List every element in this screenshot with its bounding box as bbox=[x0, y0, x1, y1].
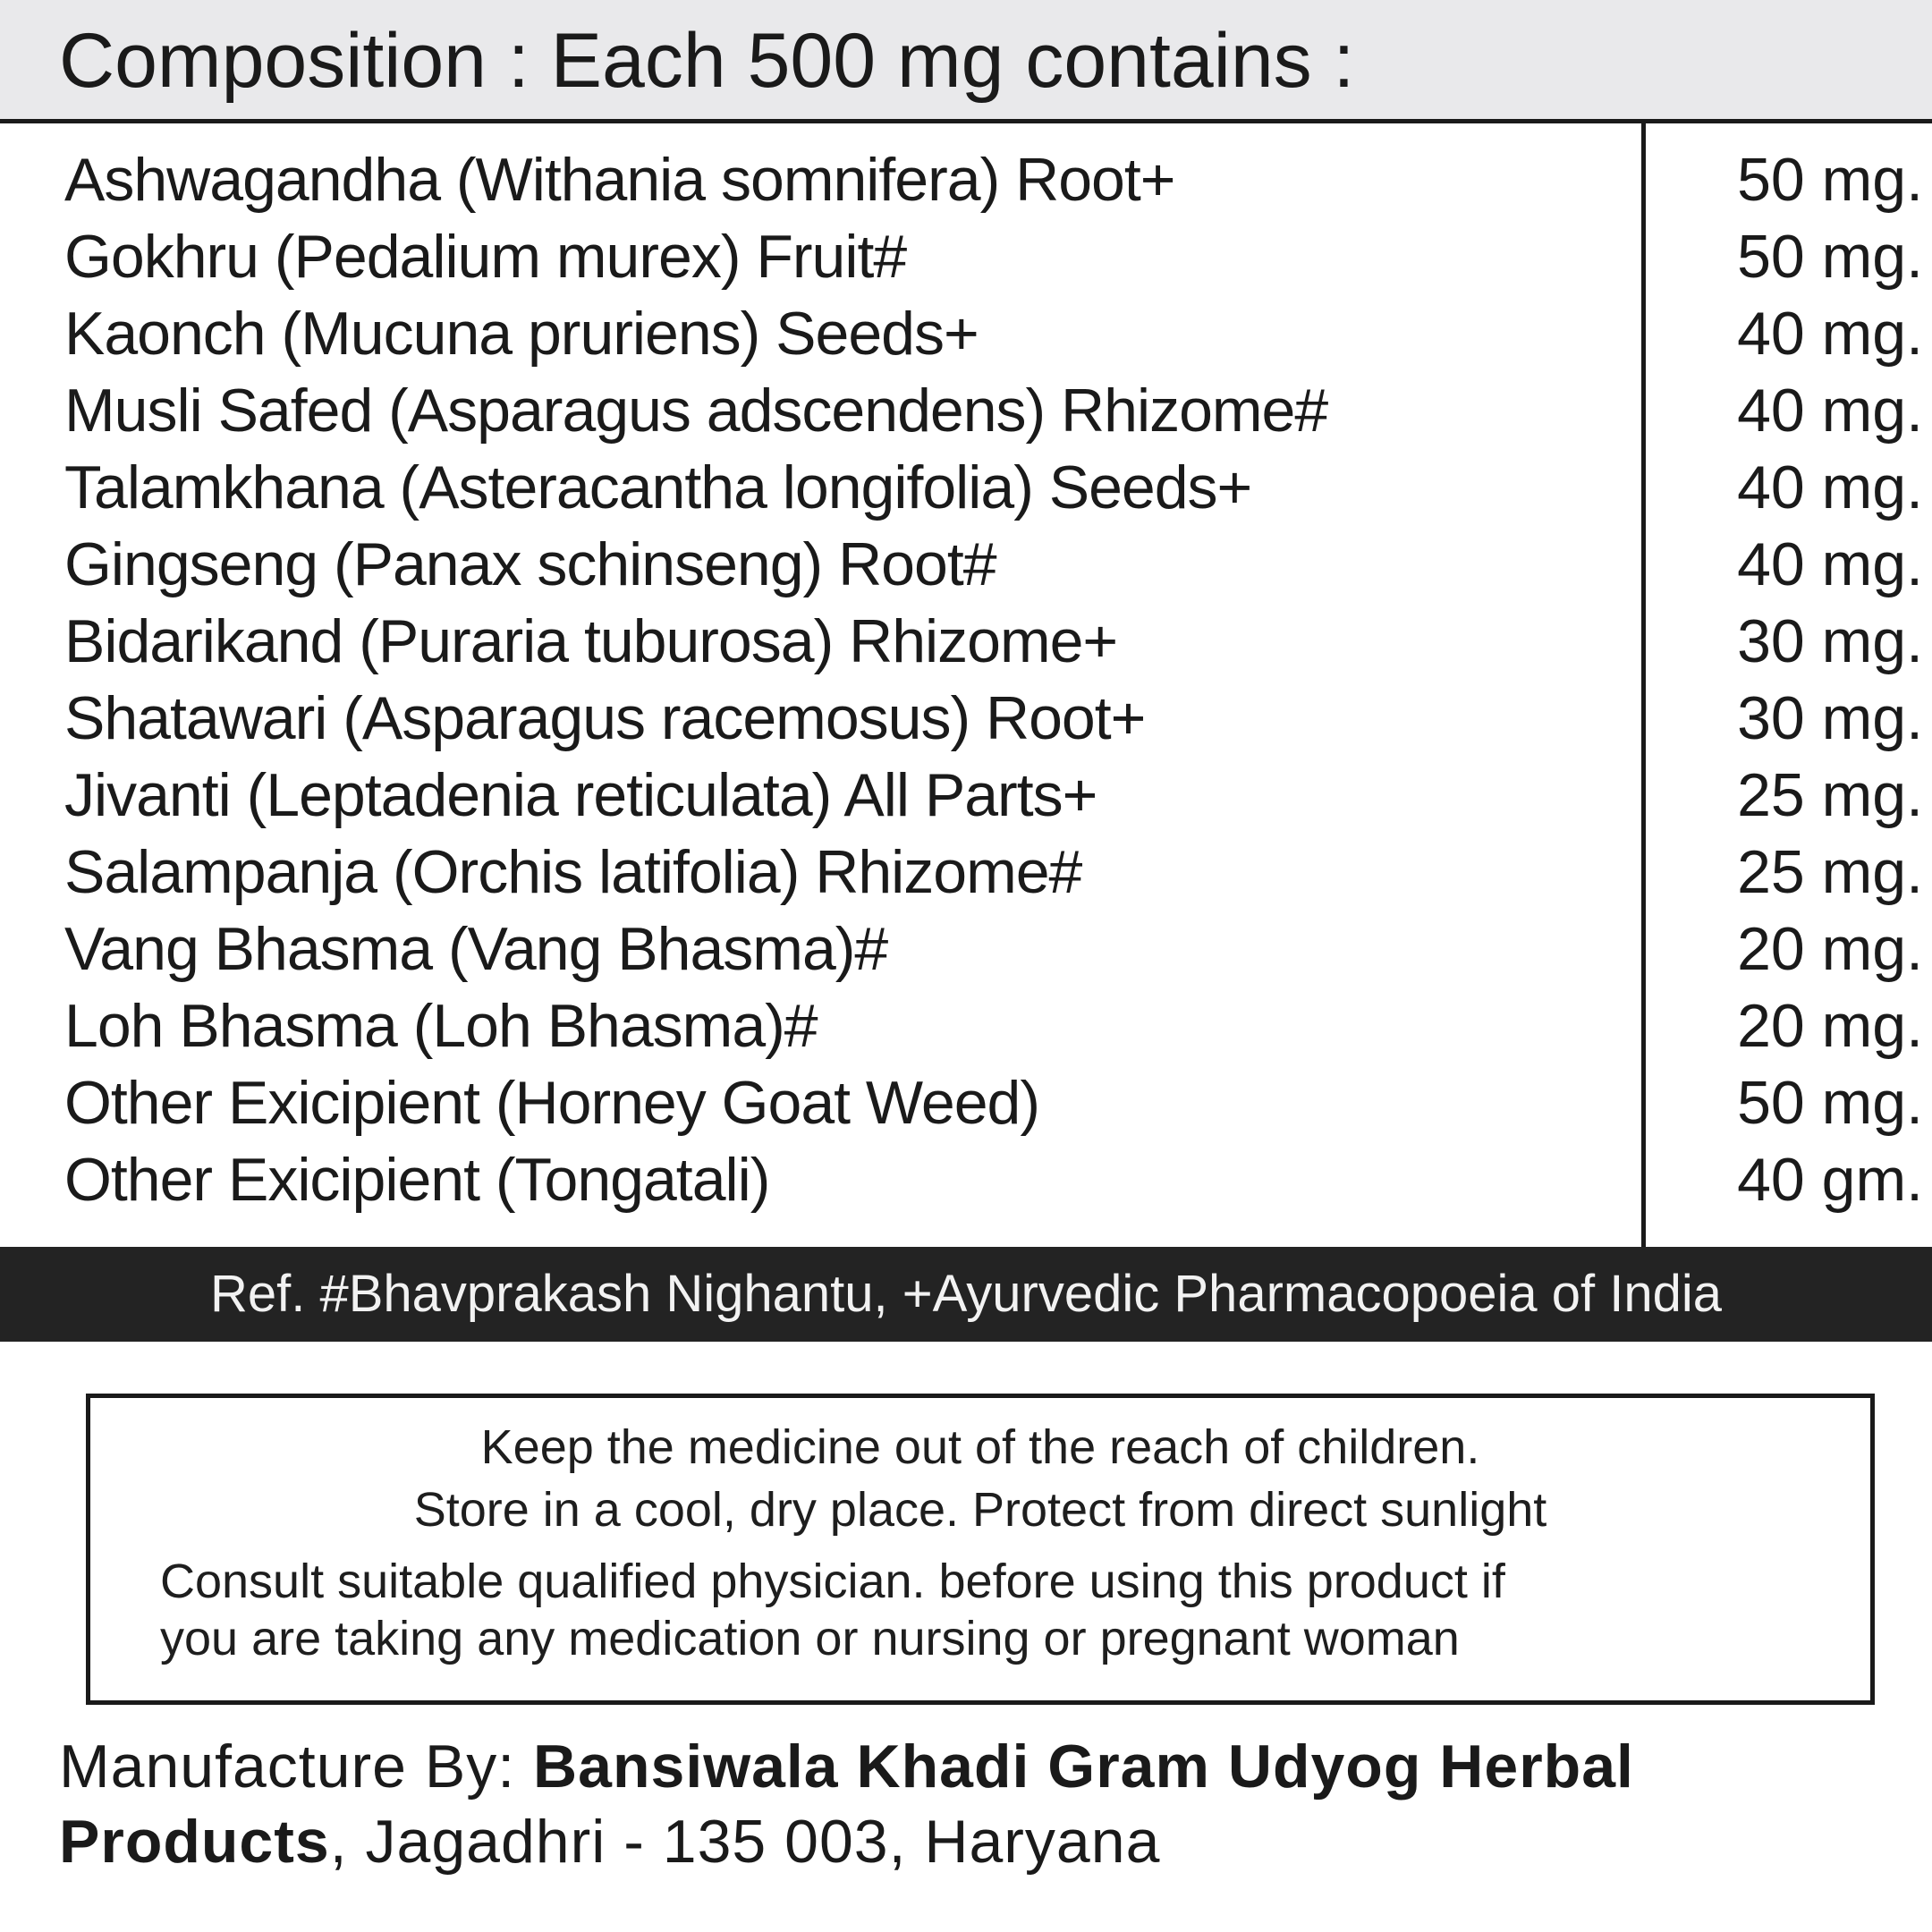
ingredient-row bbox=[0, 1141, 1932, 1218]
ingredient-quantity: 20 mg. bbox=[1737, 992, 1923, 1060]
ingredient-name: Other Exicipient (Horney Goat Weed) bbox=[64, 1069, 1039, 1137]
ingredient-quantity: 30 mg. bbox=[1737, 607, 1923, 675]
ingredient-quantity: 25 mg. bbox=[1737, 761, 1923, 829]
manufacturer-name: Bansiwala Khadi Gram Udyog Herbal bbox=[533, 1733, 1634, 1801]
ingredient-name: Talamkhana (Asteracantha longifolia) Seeds+ bbox=[64, 453, 1252, 521]
ingredient-row bbox=[0, 141, 1932, 218]
ingredient-name: Gingseng (Panax schinseng) Root# bbox=[64, 530, 996, 598]
ingredient-name: Vang Bhasma (Vang Bhasma)# bbox=[64, 915, 888, 983]
ingredient-quantity: 50 mg. bbox=[1737, 146, 1923, 214]
manufacturer-label: Manufacture By: bbox=[59, 1733, 534, 1801]
ingredient-name: Gokhru (Pedalium murex) Fruit# bbox=[64, 223, 907, 291]
ingredient-quantity: 40 gm. bbox=[1737, 1146, 1923, 1214]
ingredient-row bbox=[0, 372, 1932, 449]
reference-bar bbox=[0, 1247, 1932, 1342]
warning-line-storage: Store in a cool, dry place. Protect from direct sunlight bbox=[413, 1483, 1547, 1537]
reference-text: Ref. #Bhavprakash Nighantu, +Ayurvedic Pharmacopoeia of India bbox=[209, 1265, 1722, 1323]
warning-line-consult: Consult suitable qualified physician. before using this product if bbox=[160, 1555, 1505, 1608]
ingredient-name: Musli Safed (Asparagus adscendens) Rhizome# bbox=[64, 377, 1328, 445]
ingredient-row bbox=[0, 834, 1932, 911]
manufacturer-address: , Jagadhri - 135 003, Haryana bbox=[329, 1808, 1161, 1876]
ingredient-quantity: 30 mg. bbox=[1737, 684, 1923, 752]
ingredient-quantity: 40 mg. bbox=[1737, 530, 1923, 598]
ingredient-quantity: 40 mg. bbox=[1737, 453, 1923, 521]
ingredient-row bbox=[0, 526, 1932, 603]
ingredient-quantity: 20 mg. bbox=[1737, 915, 1923, 983]
composition-header bbox=[0, 0, 1932, 123]
ingredient-row bbox=[0, 987, 1932, 1064]
ingredient-name: Ashwagandha (Withania somnifera) Root+ bbox=[64, 146, 1175, 214]
manufacturer-line-1 bbox=[59, 1730, 1634, 1803]
ingredient-row bbox=[0, 449, 1932, 526]
ingredient-row bbox=[0, 757, 1932, 834]
ingredient-row bbox=[0, 603, 1932, 680]
ingredient-quantity: 50 mg. bbox=[1737, 1069, 1923, 1137]
ingredient-row bbox=[0, 1064, 1932, 1141]
ingredient-row bbox=[0, 911, 1932, 987]
ingredient-name: Shatawari (Asparagus racemosus) Root+ bbox=[64, 684, 1146, 752]
ingredient-name: Salampanja (Orchis latifolia) Rhizome# bbox=[64, 838, 1082, 906]
ingredient-quantity: 40 mg. bbox=[1737, 300, 1923, 368]
ingredients-table bbox=[0, 123, 1932, 1247]
manufacturer-name-cont: Products bbox=[59, 1808, 330, 1876]
storage-warning-box bbox=[86, 1394, 1875, 1705]
ingredient-name: Bidarikand (Puraria tuburosa) Rhizome+ bbox=[64, 607, 1118, 675]
composition-title: Composition : Each 500 mg contains : bbox=[59, 18, 1355, 104]
ingredient-quantity: 25 mg. bbox=[1737, 838, 1923, 906]
ingredient-name: Jivanti (Leptadenia reticulata) All Parts+ bbox=[64, 761, 1097, 829]
ingredient-quantity: 50 mg. bbox=[1737, 223, 1923, 291]
manufacturer-line-2 bbox=[59, 1805, 1160, 1878]
ingredient-row bbox=[0, 680, 1932, 757]
ingredient-row bbox=[0, 218, 1932, 295]
ingredient-quantity: 40 mg. bbox=[1737, 377, 1923, 445]
ingredient-row bbox=[0, 295, 1932, 372]
ingredient-name: Kaonch (Mucuna pruriens) Seeds+ bbox=[64, 300, 979, 368]
warning-line-medication: you are taking any medication or nursing or pregnant woman bbox=[160, 1612, 1460, 1665]
ingredient-name: Loh Bhasma (Loh Bhasma)# bbox=[64, 992, 818, 1060]
warning-line-children: Keep the medicine out of the reach of children. bbox=[480, 1420, 1480, 1474]
ingredient-name: Other Exicipient (Tongatali) bbox=[64, 1146, 770, 1214]
